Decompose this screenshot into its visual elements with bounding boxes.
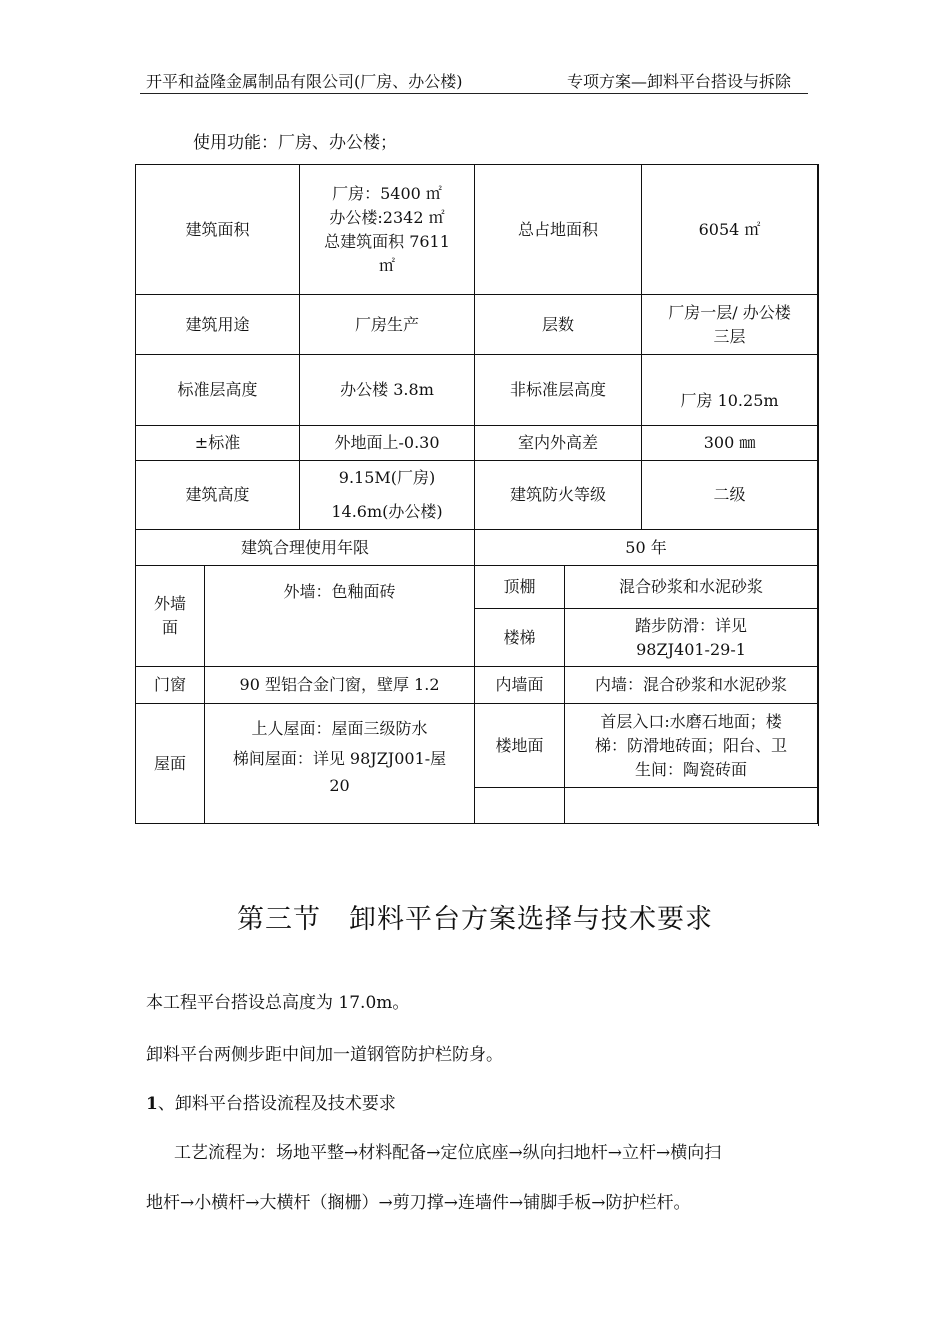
floor-finish-line: 梯：防滑地砖面；阳台、卫: [595, 735, 788, 755]
table-label: ±标准: [136, 426, 300, 461]
table-row: [136, 461, 818, 530]
table-row: [136, 295, 818, 355]
table-right-edge: [818, 164, 819, 826]
height-line: 9.15M(厂房): [338, 468, 436, 487]
table-label: 楼梯: [475, 609, 565, 667]
table-value: 300 ㎜: [642, 426, 818, 461]
paragraph: 地杆→小横杆→大横杆（搁栅）→剪刀撑→连墙件→铺脚手板→防护栏杆。: [146, 1193, 691, 1213]
table-label: 建筑合理使用年限: [136, 530, 475, 566]
table-label: 顶棚: [475, 566, 565, 609]
paragraph: 卸料平台两侧步距中间加一道钢管防护栏防身。: [146, 1045, 503, 1065]
table-value: 外地面上-0.30: [300, 426, 475, 461]
subheading: [146, 1089, 396, 1114]
table-value: [300, 165, 475, 295]
table-value: 二级: [642, 461, 818, 530]
table-value: 混合砂浆和水泥砂浆: [565, 566, 818, 609]
header-rule: [140, 93, 808, 94]
table-label: 内墙面: [475, 667, 565, 704]
area-line: 办公楼:2342 ㎡: [329, 207, 445, 227]
area-line: ㎡: [379, 255, 396, 275]
table-label: 室内外高差: [475, 426, 642, 461]
table-label: 非标准层高度: [475, 355, 642, 426]
table-value: 外墙：色釉面砖: [205, 566, 475, 667]
table-value: 厂房生产: [300, 295, 475, 355]
paragraph: 工艺流程为：场地平整→材料配备→定位底座→纵向扫地杆→立杆→横向扫: [174, 1143, 722, 1163]
table-value: 50 年: [475, 530, 818, 566]
subheading-text: 、卸料平台搭设流程及技术要求: [157, 1094, 396, 1114]
table-value: 6054 ㎡: [642, 165, 818, 295]
table-label: 标准层高度: [136, 355, 300, 426]
table-empty-cell: [565, 788, 818, 824]
table-value: 内墙：混合砂浆和水泥砂浆: [565, 667, 818, 704]
table-label: 建筑防火等级: [475, 461, 642, 530]
table-value: [565, 609, 818, 667]
table-label: 建筑面积: [136, 165, 300, 295]
area-line: 总建筑面积 7611: [324, 231, 450, 251]
table-label: 楼地面: [475, 704, 565, 788]
table-row: [136, 426, 818, 461]
table-value: [205, 704, 475, 824]
table-value: [642, 295, 818, 355]
height-line: 14.6m(办公楼): [331, 502, 443, 521]
table-row: [136, 667, 818, 704]
paragraph: 本工程平台搭设总高度为 17.0m。: [146, 993, 410, 1013]
table-row: [136, 530, 818, 566]
area-line: 厂房：5400 ㎡: [332, 183, 442, 203]
table-value: 90 型铝合金门窗，壁厚 1.2: [205, 667, 475, 704]
table-label: 建筑高度: [136, 461, 300, 530]
header-document-title: 专项方案—卸料平台搭设与拆除: [567, 72, 792, 91]
header-company: 开平和益隆金属制品有限公司(厂房、办公楼): [146, 72, 463, 91]
usage-line: 使用功能：厂房、办公楼；: [193, 133, 397, 153]
roof-line: 梯间屋面：详见 98JZJ001-屋: [232, 749, 447, 768]
roof-line: 上人屋面：屋面三级防水: [251, 719, 428, 738]
table-empty-cell: [475, 788, 565, 824]
table-value: [300, 461, 475, 530]
table-value: 厂房 10.25m: [642, 355, 818, 426]
floor-finish-line: 生间：陶瓷砖面: [635, 759, 748, 779]
table-label: [136, 566, 205, 667]
table-label: 层数: [475, 295, 642, 355]
table-row: [136, 704, 818, 788]
floor-finish-line: 首层入口:水磨石地面；楼: [600, 711, 782, 731]
roof-line: 20: [329, 776, 350, 795]
stair-line: 98ZJ401-29-1: [636, 639, 746, 659]
building-spec-table: [135, 164, 818, 824]
table-label: 建筑用途: [136, 295, 300, 355]
table-label: 屋面: [136, 704, 205, 824]
table-row: [136, 165, 818, 295]
subheading-number: 1: [146, 1094, 158, 1114]
table-row: [136, 566, 818, 609]
table-label: 总占地面积: [475, 165, 642, 295]
table-label: 门窗: [136, 667, 205, 704]
label-line: 外墙: [153, 594, 186, 613]
label-line: 面: [161, 618, 178, 637]
table-value: [565, 704, 818, 788]
floors-line: 厂房一层/ 办公楼: [668, 302, 791, 322]
floors-line: 三层: [713, 326, 746, 346]
stair-line: 踏步防滑：详见: [635, 615, 748, 635]
section-title: 第三节 卸料平台方案选择与技术要求: [237, 904, 713, 935]
table-row: [136, 355, 818, 426]
table-value: 办公楼 3.8m: [300, 355, 475, 426]
